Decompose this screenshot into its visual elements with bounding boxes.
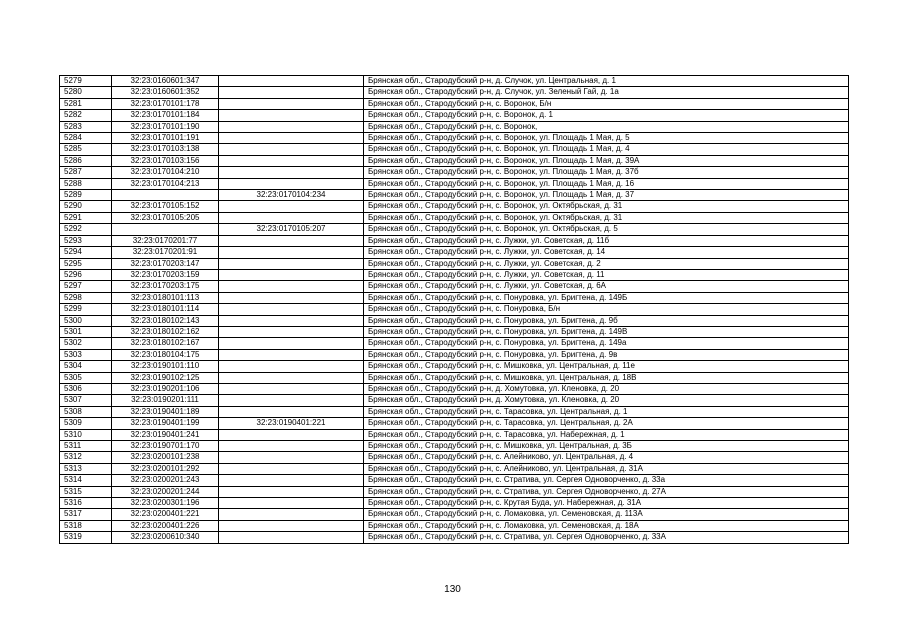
- cadastral-number: [112, 190, 219, 201]
- table-row: [60, 395, 849, 406]
- cadastral-number: 32:23:0190401:189: [112, 406, 219, 417]
- cadastral-number: 32:23:0190201:106: [112, 383, 219, 394]
- row-number: 5316: [60, 498, 112, 509]
- cadastral-number-alt: [219, 201, 364, 212]
- row-number: 5292: [60, 224, 112, 235]
- cadastral-number-alt: [219, 498, 364, 509]
- cadastral-number: [112, 224, 219, 235]
- table-row: [60, 121, 849, 132]
- cadastral-number: 32:23:0190701:170: [112, 441, 219, 452]
- cadastral-number-alt: [219, 383, 364, 394]
- cadastral-number: 32:23:0170201:77: [112, 235, 219, 246]
- cadastral-number: 32:23:0190101:110: [112, 361, 219, 372]
- address: Брянская обл., Стародубский р-н, с. Лужки, ул. Советская, д. 11б: [364, 235, 849, 246]
- address: Брянская обл., Стародубский р-н, с. Понуровка, ул. Бригтена, д. 9б: [364, 315, 849, 326]
- address: Брянская обл., Стародубский р-н, с. Воронок, Б/н: [364, 98, 849, 109]
- address: Брянская обл., Стародубский р-н, с. Понуровка, ул. Бригтена, д. 149В: [364, 326, 849, 337]
- address: Брянская обл., Стародубский р-н, с. Воронок, ул. Площадь 1 Мая, д. 37: [364, 190, 849, 201]
- table-row: [60, 292, 849, 303]
- cadastral-number: 32:23:0200401:221: [112, 509, 219, 520]
- cadastral-number-alt: [219, 486, 364, 497]
- cadastral-number-alt: [219, 372, 364, 383]
- table-row: [60, 304, 849, 315]
- registry-table: [59, 75, 849, 544]
- address: Брянская обл., Стародубский р-н, с. Тарасовка, ул. Набережная, д. 1: [364, 429, 849, 440]
- cadastral-number-alt: [219, 452, 364, 463]
- row-number: 5302: [60, 338, 112, 349]
- address: Брянская обл., Стародубский р-н, с. Понуровка, ул. Бригтена, д. 149а: [364, 338, 849, 349]
- table-row: [60, 475, 849, 486]
- row-number: 5285: [60, 144, 112, 155]
- cadastral-number: 32:23:0170203:147: [112, 258, 219, 269]
- table-row: [60, 315, 849, 326]
- cadastral-number: 32:23:0180104:175: [112, 349, 219, 360]
- table-row: [60, 429, 849, 440]
- cadastral-number: 32:23:0170203:175: [112, 281, 219, 292]
- cadastral-number-alt: [219, 167, 364, 178]
- cadastral-number-alt: [219, 463, 364, 474]
- table-row: [60, 486, 849, 497]
- table-row: [60, 212, 849, 223]
- row-number: 5306: [60, 383, 112, 394]
- address: Брянская обл., Стародубский р-н, д. Случок, ул. Центральная, д. 1: [364, 76, 849, 87]
- address: Брянская обл., Стародубский р-н, с. Воронок, д. 1: [364, 110, 849, 121]
- table-row: [60, 498, 849, 509]
- cadastral-number-alt: [219, 441, 364, 452]
- cadastral-number: 32:23:0190401:241: [112, 429, 219, 440]
- row-number: 5295: [60, 258, 112, 269]
- cadastral-number-alt: [219, 475, 364, 486]
- cadastral-number: 32:23:0190102:125: [112, 372, 219, 383]
- row-number: 5294: [60, 247, 112, 258]
- table-row: [60, 452, 849, 463]
- cadastral-number: 32:23:0190401:199: [112, 418, 219, 429]
- cadastral-number-alt: [219, 406, 364, 417]
- cadastral-number-alt: [219, 178, 364, 189]
- cadastral-number: 32:23:0170101:178: [112, 98, 219, 109]
- row-number: 5299: [60, 304, 112, 315]
- cadastral-number: 32:23:0200301:196: [112, 498, 219, 509]
- table-row: [60, 509, 849, 520]
- cadastral-number: 32:23:0170201:91: [112, 247, 219, 258]
- cadastral-number: 32:23:0180102:167: [112, 338, 219, 349]
- row-number: 5312: [60, 452, 112, 463]
- row-number: 5291: [60, 212, 112, 223]
- address: Брянская обл., Стародубский р-н, с. Мишковка, ул. Центральная, д. 11е: [364, 361, 849, 372]
- table-row: [60, 338, 849, 349]
- address: Брянская обл., Стародубский р-н, д. Хомутовка, ул. Кленовка, д. 20: [364, 383, 849, 394]
- cadastral-number: 32:23:0180102:143: [112, 315, 219, 326]
- table-row: [60, 258, 849, 269]
- cadastral-number-alt: [219, 133, 364, 144]
- table-row: [60, 349, 849, 360]
- cadastral-number-alt: [219, 338, 364, 349]
- address: Брянская обл., Стародубский р-н, с. Воронок, ул. Октябрьская, д. 5: [364, 224, 849, 235]
- table-row: [60, 281, 849, 292]
- table-row: [60, 269, 849, 280]
- row-number: 5288: [60, 178, 112, 189]
- cadastral-number: 32:23:0170203:159: [112, 269, 219, 280]
- address: Брянская обл., Стародубский р-н, с. Стратива, ул. Сергея Одноворченко, д. 33А: [364, 532, 849, 543]
- address: Брянская обл., Стародубский р-н, с. Воронок, ул. Октябрьская, д. 31: [364, 201, 849, 212]
- row-number: 5314: [60, 475, 112, 486]
- address: Брянская обл., Стародубский р-н, с. Воронок, ул. Площадь 1 Мая, д. 39А: [364, 155, 849, 166]
- table-row: [60, 178, 849, 189]
- registry-table-body: [60, 76, 849, 544]
- table-row: [60, 326, 849, 337]
- cadastral-number-alt: [219, 98, 364, 109]
- cadastral-number: 32:23:0180102:162: [112, 326, 219, 337]
- cadastral-number: 32:23:0200201:243: [112, 475, 219, 486]
- row-number: 5279: [60, 76, 112, 87]
- cadastral-number-alt: [219, 315, 364, 326]
- cadastral-number-alt: [219, 532, 364, 543]
- table-row: [60, 372, 849, 383]
- row-number: 5286: [60, 155, 112, 166]
- row-number: 5308: [60, 406, 112, 417]
- cadastral-number: 32:23:0180101:113: [112, 292, 219, 303]
- cadastral-number-alt: 32:23:0170104:234: [219, 190, 364, 201]
- table-row: [60, 532, 849, 543]
- table-row: [60, 144, 849, 155]
- row-number: 5293: [60, 235, 112, 246]
- table-row: [60, 98, 849, 109]
- cadastral-number-alt: [219, 258, 364, 269]
- cadastral-number: 32:23:0200101:292: [112, 463, 219, 474]
- cadastral-number-alt: [219, 155, 364, 166]
- row-number: 5304: [60, 361, 112, 372]
- cadastral-number: 32:23:0170104:210: [112, 167, 219, 178]
- table-row: [60, 441, 849, 452]
- table-row: [60, 155, 849, 166]
- row-number: 5280: [60, 87, 112, 98]
- row-number: 5283: [60, 121, 112, 132]
- row-number: 5284: [60, 133, 112, 144]
- cadastral-number: 32:23:0170101:184: [112, 110, 219, 121]
- cadastral-number-alt: [219, 247, 364, 258]
- row-number: 5310: [60, 429, 112, 440]
- row-number: 5289: [60, 190, 112, 201]
- cadastral-number-alt: [219, 395, 364, 406]
- table-row: [60, 418, 849, 429]
- row-number: 5311: [60, 441, 112, 452]
- cadastral-number-alt: [219, 110, 364, 121]
- cadastral-number-alt: [219, 349, 364, 360]
- cadastral-number: 32:23:0170103:156: [112, 155, 219, 166]
- row-number: 5319: [60, 532, 112, 543]
- cadastral-number: 32:23:0200610:340: [112, 532, 219, 543]
- address: Брянская обл., Стародубский р-н, с. Крутая Буда, ул. Набережная, д. 31А: [364, 498, 849, 509]
- cadastral-number: 32:23:0170105:205: [112, 212, 219, 223]
- address: Брянская обл., Стародубский р-н, с. Воронок, ул. Октябрьская, д. 31: [364, 212, 849, 223]
- cadastral-number: 32:23:0180101:114: [112, 304, 219, 315]
- address: Брянская обл., Стародубский р-н, с. Мишковка, ул. Центральная, д. 3Б: [364, 441, 849, 452]
- table-row: [60, 190, 849, 201]
- cadastral-number: 32:23:0200201:244: [112, 486, 219, 497]
- table-row: [60, 167, 849, 178]
- address: Брянская обл., Стародубский р-н, д. Случок, ул. Зеленый Гай, д. 1а: [364, 87, 849, 98]
- cadastral-number: 32:23:0160601:347: [112, 76, 219, 87]
- address: Брянская обл., Стародубский р-н, с. Лужки, ул. Советская, д. 6А: [364, 281, 849, 292]
- address: Брянская обл., Стародубский р-н, с. Воронок, ул. Площадь 1 Мая, д. 37б: [364, 167, 849, 178]
- cadastral-number-alt: [219, 304, 364, 315]
- cadastral-number-alt: [219, 509, 364, 520]
- table-row: [60, 87, 849, 98]
- cadastral-number: 32:23:0200101:238: [112, 452, 219, 463]
- address: Брянская обл., Стародубский р-н, с. Воронок, ул. Площадь 1 Мая, д. 4: [364, 144, 849, 155]
- table-row: [60, 520, 849, 531]
- cadastral-number-alt: [219, 269, 364, 280]
- cadastral-number-alt: [219, 121, 364, 132]
- cadastral-number-alt: [219, 76, 364, 87]
- cadastral-number: 32:23:0170103:138: [112, 144, 219, 155]
- address: Брянская обл., Стародубский р-н, с. Алейниково, ул. Центральная, д. 4: [364, 452, 849, 463]
- table-row: [60, 463, 849, 474]
- cadastral-number-alt: [219, 144, 364, 155]
- address: Брянская обл., Стародубский р-н, с. Воронок, ул. Площадь 1 Мая, д. 16: [364, 178, 849, 189]
- cadastral-number-alt: [219, 235, 364, 246]
- row-number: 5290: [60, 201, 112, 212]
- row-number: 5309: [60, 418, 112, 429]
- row-number: 5313: [60, 463, 112, 474]
- address: Брянская обл., Стародубский р-н, с. Тарасовка, ул. Центральная, д. 1: [364, 406, 849, 417]
- row-number: 5282: [60, 110, 112, 121]
- table-row: [60, 110, 849, 121]
- row-number: 5317: [60, 509, 112, 520]
- row-number: 5296: [60, 269, 112, 280]
- address: Брянская обл., Стародубский р-н, с. Ломаковка, ул. Семеновская, д. 18А: [364, 520, 849, 531]
- row-number: 5297: [60, 281, 112, 292]
- address: Брянская обл., Стародубский р-н, с. Стратива, ул. Сергея Одноворченко, д. 27А: [364, 486, 849, 497]
- table-row: [60, 383, 849, 394]
- address: Брянская обл., Стародубский р-н, с. Тарасовка, ул. Центральная, д. 2А: [364, 418, 849, 429]
- address: Брянская обл., Стародубский р-н, с. Стратива, ул. Сергея Одноворченко, д. 33а: [364, 475, 849, 486]
- address: Брянская обл., Стародубский р-н, с. Понуровка, ул. Бригтена, д. 149Б: [364, 292, 849, 303]
- address: Брянская обл., Стародубский р-н, с. Воронок, ул. Площадь 1 Мая, д. 5: [364, 133, 849, 144]
- cadastral-number-alt: [219, 429, 364, 440]
- cadastral-number: 32:23:0170101:190: [112, 121, 219, 132]
- table-row: [60, 235, 849, 246]
- row-number: 5287: [60, 167, 112, 178]
- cadastral-number-alt: 32:23:0170105:207: [219, 224, 364, 235]
- cadastral-number-alt: [219, 87, 364, 98]
- row-number: 5300: [60, 315, 112, 326]
- table-row: [60, 133, 849, 144]
- cadastral-number-alt: [219, 212, 364, 223]
- address: Брянская обл., Стародубский р-н, с. Алейниково, ул. Центральная, д. 31А: [364, 463, 849, 474]
- table-row: [60, 76, 849, 87]
- table-row: [60, 406, 849, 417]
- address: Брянская обл., Стародубский р-н, с. Понуровка, ул. Бригтена, д. 9в: [364, 349, 849, 360]
- cadastral-number: 32:23:0190201:111: [112, 395, 219, 406]
- row-number: 5315: [60, 486, 112, 497]
- cadastral-number: 32:23:0160601:352: [112, 87, 219, 98]
- address: Брянская обл., Стародубский р-н, с. Мишковка, ул. Центральная, д. 18В: [364, 372, 849, 383]
- row-number: 5301: [60, 326, 112, 337]
- table-row: [60, 361, 849, 372]
- address: Брянская обл., Стародубский р-н, д. Хомутовка, ул. Кленовка, д. 20: [364, 395, 849, 406]
- row-number: 5318: [60, 520, 112, 531]
- page-number: 130: [444, 584, 461, 595]
- cadastral-number-alt: 32:23:0190401:221: [219, 418, 364, 429]
- address: Брянская обл., Стародубский р-н, с. Лужки, ул. Советская, д. 2: [364, 258, 849, 269]
- cadastral-number-alt: [219, 292, 364, 303]
- table-row: [60, 201, 849, 212]
- cadastral-number-alt: [219, 326, 364, 337]
- cadastral-number-alt: [219, 361, 364, 372]
- row-number: 5281: [60, 98, 112, 109]
- cadastral-number-alt: [219, 520, 364, 531]
- cadastral-number: 32:23:0170101:191: [112, 133, 219, 144]
- address: Брянская обл., Стародубский р-н, с. Лужки, ул. Советская, д. 14: [364, 247, 849, 258]
- cadastral-number: 32:23:0170105:152: [112, 201, 219, 212]
- cadastral-number: 32:23:0200401:226: [112, 520, 219, 531]
- address: Брянская обл., Стародубский р-н, с. Воронок,: [364, 121, 849, 132]
- table-row: [60, 247, 849, 258]
- row-number: 5298: [60, 292, 112, 303]
- table-row: [60, 224, 849, 235]
- cadastral-number-alt: [219, 281, 364, 292]
- row-number: 5303: [60, 349, 112, 360]
- cadastral-number: 32:23:0170104:213: [112, 178, 219, 189]
- address: Брянская обл., Стародубский р-н, с. Лужки, ул. Советская, д. 11: [364, 269, 849, 280]
- row-number: 5305: [60, 372, 112, 383]
- address: Брянская обл., Стародубский р-н, с. Ломаковка, ул. Семеновская, д. 113А: [364, 509, 849, 520]
- row-number: 5307: [60, 395, 112, 406]
- address: Брянская обл., Стародубский р-н, с. Понуровка, Б/н: [364, 304, 849, 315]
